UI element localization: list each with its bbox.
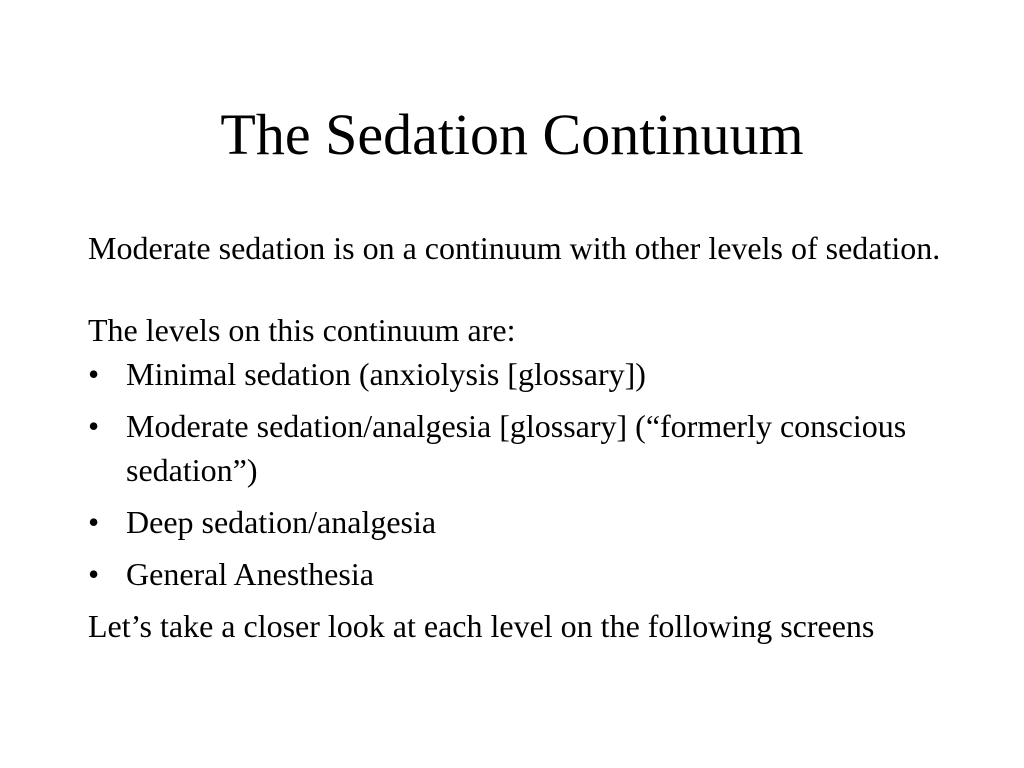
bullet-icon: • — [88, 356, 100, 392]
list-item — [88, 552, 968, 596]
bullet-icon: • — [88, 408, 100, 444]
sedation-levels-list — [88, 352, 968, 596]
list-item-text: Minimal sedation (anxiolysis [glossary]) — [126, 356, 646, 392]
list-item-text: Deep sedation/analgesia — [126, 504, 437, 540]
bullet-icon: • — [88, 556, 100, 592]
lead-text: The levels on this continuum are: — [88, 312, 516, 348]
paragraph-gap — [88, 270, 968, 308]
bullet-icon: • — [88, 504, 100, 540]
slide-body — [88, 226, 968, 648]
list-item — [88, 352, 968, 396]
list-item-text: Moderate sedation/analgesia [glossary] (“formerly conscious sedation”) — [126, 408, 907, 488]
list-item-text: General Anesthesia — [126, 556, 374, 592]
closing-text: Let’s take a closer look at each level on the following screens — [88, 608, 875, 644]
intro-text: Moderate sedation is on a continuum with other levels of sedation. — [88, 230, 941, 266]
list-item — [88, 404, 968, 492]
slide-title: The Sedation Continuum — [220, 102, 804, 167]
list-item — [88, 500, 968, 544]
